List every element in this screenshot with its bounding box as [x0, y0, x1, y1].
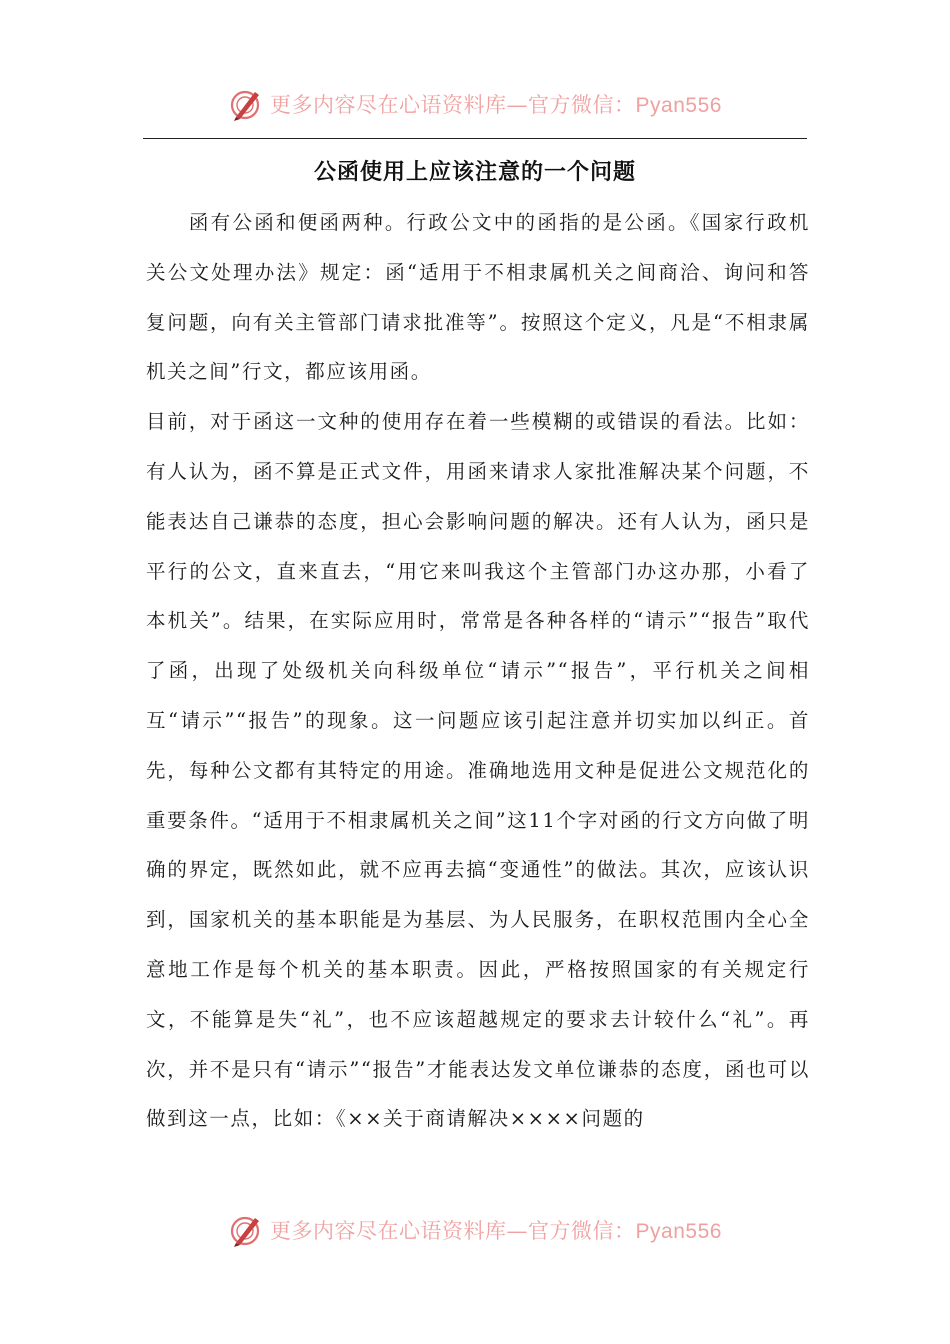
- header-banner: [0, 82, 950, 126]
- paragraph-1: 函有公函和便函两种。行政公文中的函指的是公函。《国家行政机关公文处理办法》规定：函“适用于不相隶属机关之间商洽、询问和答复问题，向有关主管部门请求批准等”。按照这个定义，凡是“不相隶属机关之间”行文，都应该用函。: [146, 211, 810, 384]
- document-body: [146, 198, 810, 1144]
- wechat-handle: Pyan556: [635, 1220, 722, 1243]
- paragraph-2: 目前，对于函这一文种的使用存在着一些模糊的或错误的看法。比如：有人认为，函不算是正式文件，用函来请求人家批准解决某个问题，不能表达自己谦恭的态度，担心会影响问题的解决。还有人认为，函只是平行的公文，直来直去，“用它来叫我这个主管部门办这办那，小看了本机关”。结果，在实际应用时，常常是各种各样的“请示”“报告”取代了函，出现了处级机关向科级单位“请示”“报告”，平行机关之间相互“请示”“报告”的现象。这一问题应该引起注意并切实加以纠正。首先，每种公文都有其特定的用途。准确地选用文种是促进公文规范化的重要条件。“适用于不相隶属机关之间”这11个字对函的行文方向做了明确的界定，既然如此，就不应再去搞“变通性”的做法。其次，应该认识到，国家机关的基本职能是为基层、为人民服务，在职权范围内全心全意地工作是每个机关的基本职责。因此，严格按照国家的有关规定行文，不能算是失“礼”，也不应该超越规定的要求去计较什么“礼”。再次，并不是只有“请示”“报告”才能表达发文单位谦恭的态度，函也可以做到这一点，比如：《××关于商请解决××××问题的: [146, 410, 810, 1131]
- pen-logo-icon: [228, 1212, 264, 1248]
- header-banner-text: 更多内容尽在心语资料库—官方微信：Pyan556: [270, 93, 722, 117]
- header-divider: [143, 138, 807, 139]
- footer-banner-text: 更多内容尽在心语资料库—官方微信：Pyan556: [270, 1219, 722, 1243]
- wechat-handle: Pyan556: [635, 94, 722, 117]
- footer-banner: [0, 1208, 950, 1252]
- pen-logo-icon: [228, 86, 264, 122]
- document-title: 公函使用上应该注意的一个问题: [313, 160, 636, 185]
